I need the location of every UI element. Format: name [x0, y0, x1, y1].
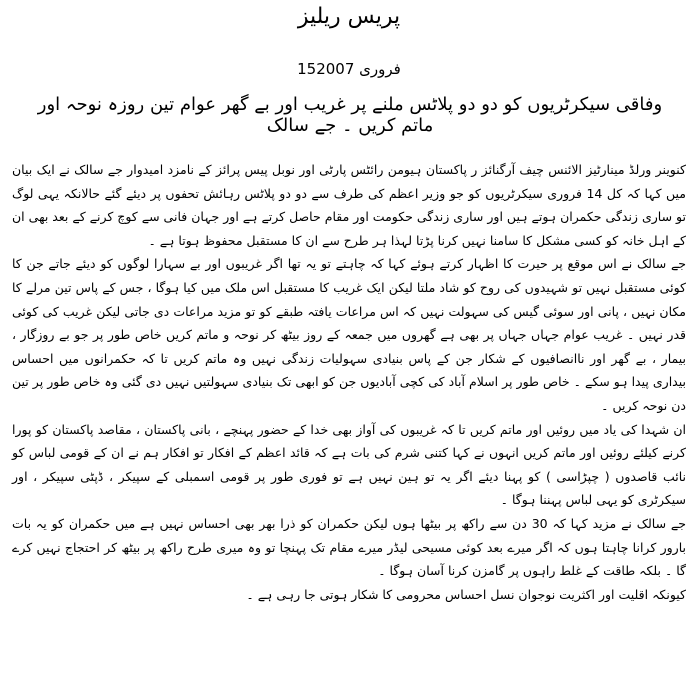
headline: وفاقی سیکرٹریوں کو دو دو پلاٹس ملنے پر غریب اور بے گھر عوام تین روزہ نوحہ اور ماتم کریں ۔ جے سالک: [37, 94, 663, 136]
paragraph: جے سالک نے مزید کہا کہ 30 دن سے راکھ پر بیٹھا ہوں لیکن حکمران کو ذرا بھر بھی احساس نہیں ہے میں حکمران کو یہ بات بارور کرانا چاہتا ہوں کہ اگر میرے بعد کوئی مسیحی لیڈر میرے مقام تک پہنچا تو وہ میری طرح راکھ پر بیٹھ کر احتجاج نہیں کرے گا ۔ بلکہ طاقت کے غلط راہوں پر گامزن کرنا آسان ہوگا ۔: [12, 515, 686, 579]
paragraph: جے سالک نے اس موقع پر حیرت کا اظہار کرتے ہوئے کہا کہ چاہتے تو یہ تھا اگر غریبوں اور بے سہارا لوگوں کو دیئے جاتے جن کا کوئی مستقبل نہیں تو شہیدوں کی روح کو شاد ملتا لیکن ایک غریب کا مستقبل اس ملک میں کیا ہوگا ، جس کے پاس تین مرلے کا مکان نہیں ، پانی اور سوئی گیس کی سہولت نہیں کہ اس مراعات یافتہ طبقے کو تو مزید مراعات دی جاتی لیکن غریب کی کوئی قدر نہیں ۔ غریب عوام جہاں جہاں پر بھی ہے گھروں میں جمعہ کے روز بیٹھ کر نوحہ و ماتم کریں خاص طور پر جو بے روزگار ، بیمار ، بے گھر اور ناانصافیوں کے شکار جن کے پاس بنیادی سہولیات زندگی نہیں وہ ماتم کریں تا کہ حکمرانوں میں احساس بیداری پیدا ہو سکے ۔ خاص طور پر اسلام آباد کی کچی آبادیوں جن کو ابھی تک بنیادی سہولتیں نہیں دی گئی وہ خاص طور پر تین دن نوحہ کریں ۔: [12, 256, 686, 413]
document-title: پریس ریلیز: [297, 4, 401, 29]
body-text: [12, 158, 686, 606]
document-date: 15فروری 2007: [297, 60, 401, 78]
paragraph: ان شہدا کی یاد میں روئیں اور ماتم کریں تا کہ غریبوں کی آواز بھی خدا کے حضور پہنچے ، بانی پاکستان ، مقاصد پاکستان کو پورا کرنے کیلئے روئیں اور ماتم کریں انہوں نے کہا کتنی شرم کی بات ہے کہ قائد اعظم کے افکار تو افکار ہم نے ان کے قومی لباس کو نائب قاصدوں ( چپڑاسی ) کو پہنا دیئے اگر یہ تو ہین نہیں ہے تو فوری طور پر قومی اسمبلی کے سپیکر ، ڈپٹی سپیکر ، اور سیکرٹری کو یہی لباس پہننا ہوگا ۔: [12, 421, 686, 508]
paragraph: کیونکہ اقلیت اور اکثریت نوجوان نسل احساس محرومی کا شکار ہوتی جا رہی ہے ۔: [246, 586, 686, 602]
paragraph: کنوینر ورلڈ مینارٹیز الائنس چیف آرگنائز ر پاکستان ہیومن رائٹس پارٹی اور نوبل پیس پرائز کے نامزد امیدوار جے سالک نے ایک بیان میں کہا کہ کل 14 فروری سیکرٹریوں کو جو وزیر اعظم کی طرف سے دو دو پلاٹس رہائش تحفوں پر دیئے گئے حالانکہ یہی لوگ تو ساری زندگی حکمران ہوتے ہیں اور ساری زندگی حکومت اور مقام حاصل کرتے ہے اور جہان فانی سے کوچ کرنے کے بعد بھی ان کے اہل خانہ کو کسی مشکل کا سامنا نہیں کرنا پڑتا لہذا ہر طرح سے ان کا مستقبل محفوظ ہوتا ہے ۔: [12, 162, 686, 248]
